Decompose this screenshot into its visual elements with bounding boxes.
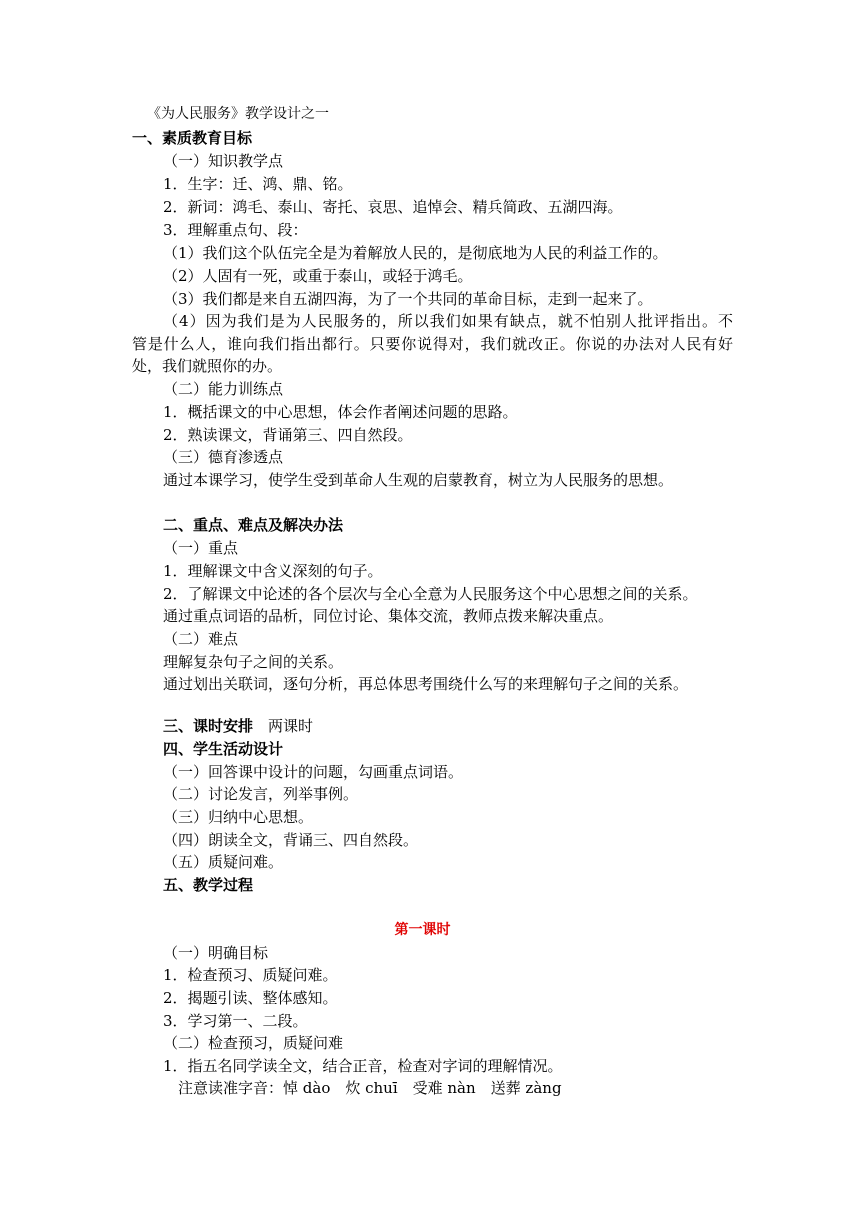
subheading-ability: （二）能力训练点 xyxy=(163,380,284,398)
text-line: 2．新词：鸿毛、泰山、寄托、哀思、追悼会、精兵简政、五湖四海。 xyxy=(163,198,623,216)
text-line: 3．学习第一、二段。 xyxy=(163,1012,308,1030)
text-line: 处，我们就照你的办。 xyxy=(132,357,283,375)
subheading-difficulty: （二）难点 xyxy=(163,630,239,648)
text-line: 1．生字：迁、鸿、鼎、铭。 xyxy=(163,175,353,193)
section-heading-1: 一、素质教育目标 xyxy=(132,129,253,147)
text-line: 3．理解重点句、段： xyxy=(163,221,308,239)
subheading-knowledge: （一）知识教学点 xyxy=(163,152,284,170)
subheading-key: （一）重点 xyxy=(163,539,239,557)
list-item: （三）归纳中心思想。 xyxy=(163,808,314,826)
text-line: （1）我们这个队伍完全是为着解放人民的，是彻底地为人民的利益工作的。 xyxy=(163,244,668,262)
subheading-preview: （二）检查预习，质疑问难 xyxy=(163,1034,344,1052)
section-3-line xyxy=(163,715,313,737)
text-line: 1．指五名同学读全文，结合正音，检查对字词的理解情况。 xyxy=(163,1057,563,1075)
list-item: （五）质疑问难。 xyxy=(163,853,284,871)
text-line: 管是什么人，谁向我们指出都行。只要你说得对，我们就改正。你说的办法对人民有好 xyxy=(132,335,733,353)
document-title: 《为人民服务》教学设计之一 xyxy=(147,106,329,122)
list-item: （二）讨论发言，列举事例。 xyxy=(163,785,359,803)
lesson-count: 两课时 xyxy=(268,717,314,735)
section-heading-5: 五、教学过程 xyxy=(163,876,254,894)
text-line: （2）人固有一死，或重于泰山，或轻于鸿毛。 xyxy=(163,267,473,285)
text-line: 2．了解课文中论述的各个层次与全心全意为人民服务这个中心思想之间的关系。 xyxy=(163,585,698,603)
text-line-pronunciation: 注意读准字音：悼 dào 炊 chuī 受难 nàn 送葬 zàng xyxy=(178,1079,562,1097)
text-line: 理解复杂句子之间的关系。 xyxy=(163,653,344,671)
lesson-title: 第一课时 xyxy=(394,922,451,938)
text-line: 2．熟读课文，背诵第三、四自然段。 xyxy=(163,426,413,444)
text-line: 通过本课学习，使学生受到革命人生观的启蒙教育，树立为人民服务的思想。 xyxy=(163,471,674,489)
text-line: 1．概括课文的中心思想，体会作者阐述问题的思路。 xyxy=(163,403,518,421)
text-line: 通过划出关联词，逐句分析，再总体思考围绕什么写的来理解句子之间的关系。 xyxy=(163,675,689,693)
text-line: 2．揭题引读、整体感知。 xyxy=(163,989,338,1007)
subheading-goals: （一）明确目标 xyxy=(163,944,269,962)
text-line: 1．理解课文中含义深刻的句子。 xyxy=(163,562,383,580)
list-item: （一）回答课中设计的问题，勾画重点词语。 xyxy=(163,763,464,781)
text-line: （4）因为我们是为人民服务的，所以我们如果有缺点，就不怕别人批评指出。不 xyxy=(163,312,733,330)
text-line: 通过重点词语的品析，同位讨论、集体交流，教师点拨来解决重点。 xyxy=(163,607,614,625)
subheading-moral: （三）德育渗透点 xyxy=(163,448,284,466)
section-heading-2: 二、重点、难点及解决办法 xyxy=(163,516,344,534)
text-line: （3）我们都是来自五湖四海，为了一个共同的革命目标，走到一起来了。 xyxy=(163,290,653,308)
section-heading-4: 四、学生活动设计 xyxy=(163,740,284,758)
text-line: 1．检查预习、质疑问难。 xyxy=(163,966,338,984)
list-item: （四）朗读全文，背诵三、四自然段。 xyxy=(163,831,419,849)
section-heading-3: 三、课时安排 xyxy=(163,717,254,735)
